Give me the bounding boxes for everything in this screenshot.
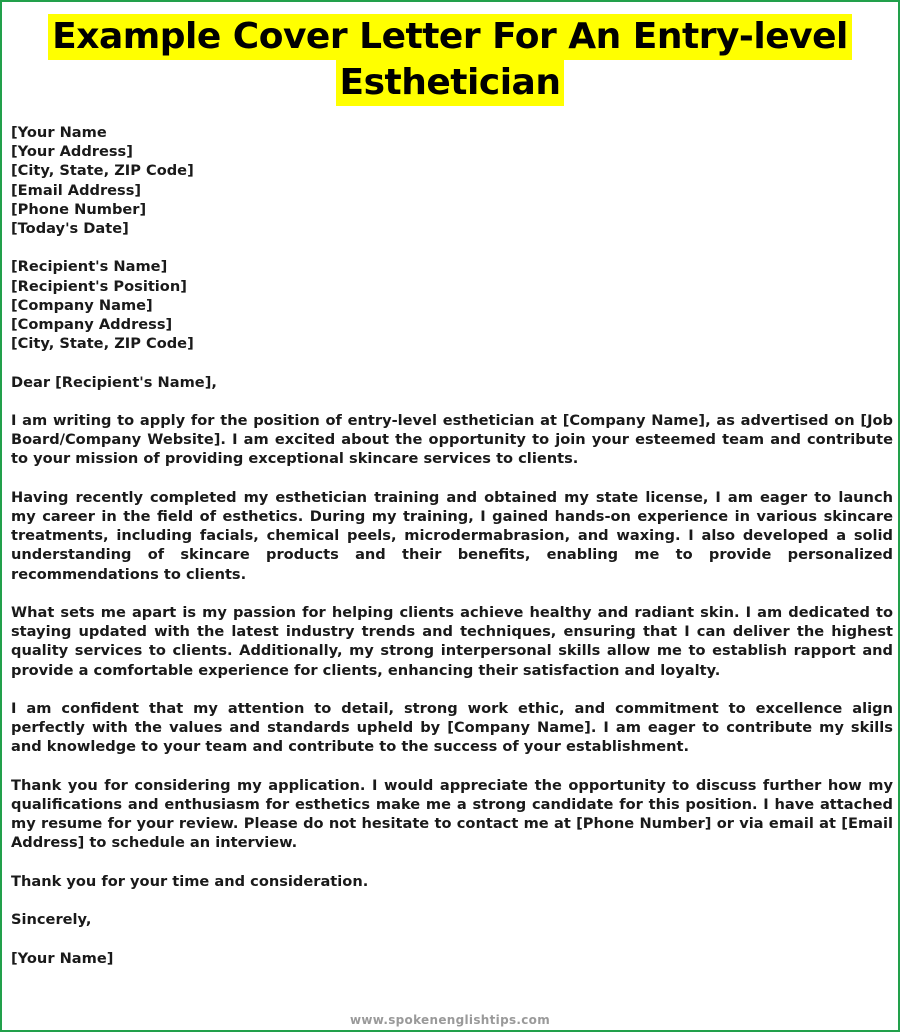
paragraph-intro: I am writing to apply for the position of entry-level esthetician at [Company Name], as advertised on [Job Board/Company Website]. I am excited about the opportunity to join your esteemed team and contribute to your mission of providing exceptional skincare services to clients. bbox=[11, 412, 893, 468]
recipient-company: [Company Name] bbox=[11, 296, 153, 314]
paragraph-passion: What sets me apart is my passion for helping clients achieve healthy and radiant skin. I am dedicated to staying updated with the latest industry trends and techniques, ensuring that I can deliver the highest quality services to clients. Additionally, my strong interpersonal skills allow me to establish rapport and provide a comfortable experience for clients, enhancing their satisfaction and loyalty. bbox=[11, 604, 893, 679]
sender-city-state-zip: [City, State, ZIP Code] bbox=[11, 162, 194, 180]
recipient-name: [Recipient's Name] bbox=[11, 258, 168, 276]
sender-address: [Your Address] bbox=[11, 143, 133, 161]
recipient-address-block bbox=[11, 257, 893, 353]
letter-body bbox=[11, 123, 893, 987]
footer-watermark: www.spokenenglishtips.com bbox=[349, 1013, 551, 1027]
recipient-city-state-zip: [City, State, ZIP Code] bbox=[11, 335, 194, 353]
salutation: Dear [Recipient's Name], bbox=[11, 373, 217, 391]
sender-phone: [Phone Number] bbox=[11, 200, 147, 218]
paragraph-training: Having recently completed my esthetician training and obtained my state license, I am eager to launch my career in the field of esthetics. During my training, I gained hands-on experience in various skincare treatments, including facials, chemical peels, microdermabrasion, and waxing. I also developed a solid understanding of skincare products and their benefits, enabling me to provide personalized recommendations to clients. bbox=[11, 488, 893, 583]
sender-email: [Email Address] bbox=[11, 181, 142, 199]
signature: [Your Name] bbox=[11, 949, 114, 967]
sender-address-block bbox=[11, 123, 893, 238]
title-line-2: Esthetician bbox=[336, 60, 565, 106]
title-line-1: Example Cover Letter For An Entry-level bbox=[48, 14, 852, 60]
recipient-position: [Recipient's Position] bbox=[11, 277, 187, 295]
paragraph-confidence: I am confident that my attention to detail, strong work ethic, and commitment to excellence align perfectly with the values and standards upheld by [Company Name]. I am eager to contribute my skills and knowledge to your team and contribute to the success of your establishment. bbox=[11, 700, 893, 756]
recipient-company-address: [Company Address] bbox=[11, 316, 173, 334]
signoff: Sincerely, bbox=[11, 911, 92, 929]
page-title bbox=[2, 14, 898, 106]
closing-thanks: Thank you for your time and consideration. bbox=[11, 872, 369, 890]
letter-date: [Today's Date] bbox=[11, 220, 129, 238]
sender-name: [Your Name bbox=[11, 124, 107, 141]
paragraph-closing: Thank you for considering my application. I would appreciate the opportunity to discuss further how my qualifications and enthusiasm for esthetics make me a strong candidate for this position. I have attached my resume for your review. Please do not hesitate to contact me at [Phone Number] or via email at [Email Address] to schedule an interview. bbox=[11, 776, 893, 852]
